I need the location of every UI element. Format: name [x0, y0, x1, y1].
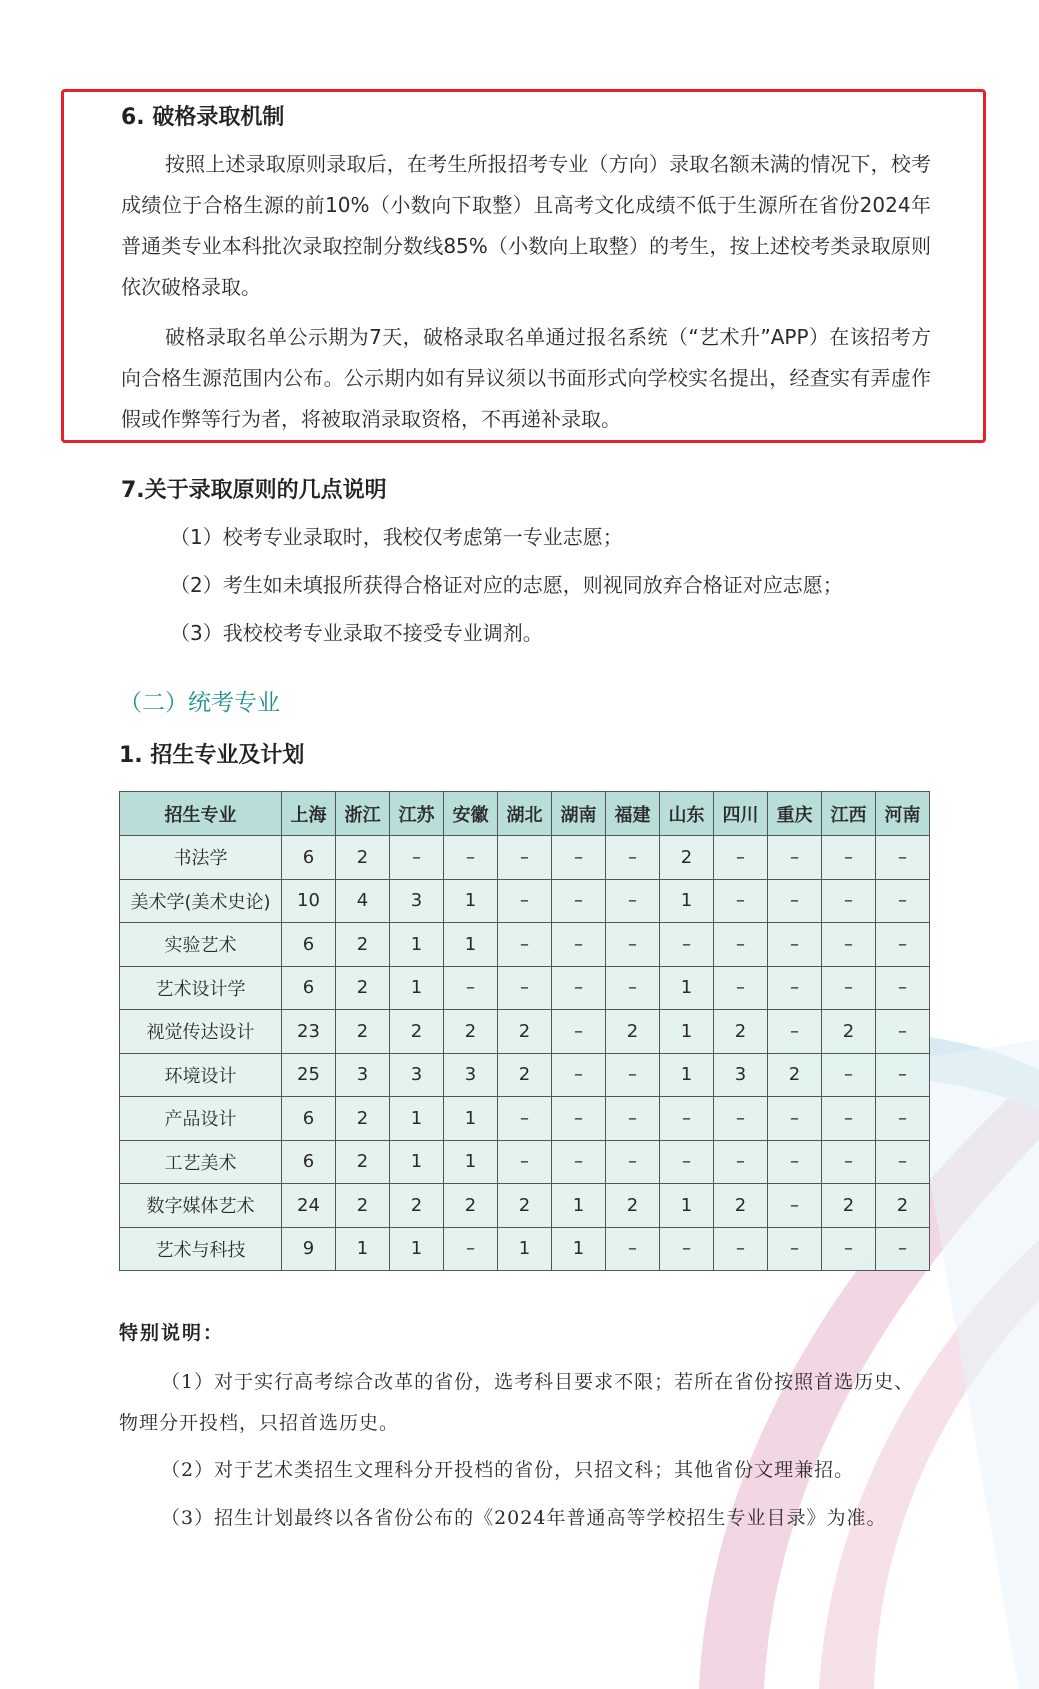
table-row — [120, 1184, 930, 1228]
quota-cell: – — [498, 1097, 552, 1141]
quota-cell: – — [660, 923, 714, 967]
quota-cell: – — [552, 1097, 606, 1141]
table-row — [120, 879, 930, 923]
quota-cell: – — [444, 836, 498, 880]
major-name-cell: 艺术设计学 — [120, 966, 282, 1010]
quota-cell: – — [498, 1140, 552, 1184]
section-7-heading: 7.关于录取原则的几点说明 — [121, 478, 387, 503]
quota-cell: – — [876, 879, 930, 923]
quota-cell: 23 — [282, 1010, 336, 1054]
quota-cell: – — [822, 966, 876, 1010]
quota-cell: 3 — [714, 1053, 768, 1097]
quota-cell: – — [606, 1053, 660, 1097]
quota-cell: 2 — [336, 1184, 390, 1228]
major-name-cell: 环境设计 — [120, 1053, 282, 1097]
quota-cell: 1 — [444, 1097, 498, 1141]
part-2-title: （二）统考专业 — [119, 690, 280, 716]
quota-cell: 1 — [390, 966, 444, 1010]
quota-cell: 4 — [336, 879, 390, 923]
quota-cell: 1 — [444, 923, 498, 967]
major-name-cell: 实验艺术 — [120, 923, 282, 967]
major-name-cell: 书法学 — [120, 836, 282, 880]
quota-cell: – — [606, 1227, 660, 1271]
quota-cell: 3 — [444, 1053, 498, 1097]
quota-cell: – — [768, 1010, 822, 1054]
quota-cell: 2 — [498, 1053, 552, 1097]
quota-cell: – — [714, 1140, 768, 1184]
quota-cell: – — [714, 879, 768, 923]
quota-cell: 1 — [552, 1227, 606, 1271]
quota-cell: 1 — [660, 1010, 714, 1054]
quota-cell: 2 — [336, 1010, 390, 1054]
quota-cell: 1 — [444, 879, 498, 923]
quota-cell: – — [606, 923, 660, 967]
quota-cell: 1 — [390, 1140, 444, 1184]
quota-cell: – — [660, 1227, 714, 1271]
quota-cell: – — [822, 879, 876, 923]
quota-cell: 6 — [282, 1097, 336, 1141]
table-row — [120, 1227, 930, 1271]
quota-cell: – — [660, 1097, 714, 1141]
table-header-cell: 上海 — [282, 792, 336, 836]
quota-cell: – — [822, 1097, 876, 1141]
quota-cell: – — [822, 1053, 876, 1097]
quota-cell: 1 — [390, 923, 444, 967]
quota-cell: – — [876, 1053, 930, 1097]
quota-cell: – — [822, 836, 876, 880]
major-name-cell: 美术学(美术史论) — [120, 879, 282, 923]
table-row — [120, 1010, 930, 1054]
quota-cell: – — [552, 1140, 606, 1184]
quota-cell: – — [768, 966, 822, 1010]
table-header-cell: 湖北 — [498, 792, 552, 836]
table-header-cell: 四川 — [714, 792, 768, 836]
quota-cell: 1 — [498, 1227, 552, 1271]
quota-cell: – — [768, 1184, 822, 1228]
special-note-2: （2）对于艺术类招生文理科分开投档的省份，只招文科；其他省份文理兼招。 — [161, 1459, 855, 1481]
quota-cell: – — [714, 836, 768, 880]
quota-cell: 9 — [282, 1227, 336, 1271]
quota-cell: – — [660, 1140, 714, 1184]
quota-cell: 1 — [390, 1097, 444, 1141]
quota-cell: 2 — [660, 836, 714, 880]
quota-cell: 1 — [444, 1140, 498, 1184]
quota-cell: 2 — [336, 966, 390, 1010]
quota-cell: – — [768, 1227, 822, 1271]
major-name-cell: 产品设计 — [120, 1097, 282, 1141]
quota-cell: – — [552, 966, 606, 1010]
quota-cell: 2 — [498, 1184, 552, 1228]
quota-cell: 2 — [822, 1184, 876, 1228]
table-header-row — [120, 792, 930, 836]
quota-cell: 2 — [390, 1010, 444, 1054]
quota-cell: 1 — [660, 966, 714, 1010]
section-6-paragraph-2: 破格录取名单公示期为7天，破格录取名单通过报名系统（“艺术升”APP）在该招考方向合格生源范围内公布。公示期内如有异议须以书面形式向学校实名提出，经查实有弄虚作假或作弊等行为者，将被取消录取资格，不再递补录取。 — [121, 325, 931, 431]
major-name-cell: 艺术与科技 — [120, 1227, 282, 1271]
quota-cell: – — [822, 1227, 876, 1271]
quota-cell: 2 — [822, 1010, 876, 1054]
section-6-paragraph-1: 按照上述录取原则录取后，在考生所报招考专业（方向）录取名额未满的情况下，校考成绩位于合格生源的前10%（小数向下取整）且高考文化成绩不低于生源所在省份2024年普通类专业本科批次录取控制分数线85%（小数向上取整）的考生，按上述校考类录取原则依次破格录取。 — [121, 152, 931, 299]
quota-cell: – — [714, 923, 768, 967]
table-row — [120, 1140, 930, 1184]
quota-cell: – — [606, 836, 660, 880]
quota-cell: 1 — [552, 1184, 606, 1228]
quota-cell: 2 — [336, 1097, 390, 1141]
section-7-item-1: （1）校考专业录取时，我校仅考虑第一专业志愿； — [170, 525, 623, 549]
table-body — [120, 836, 930, 1271]
quota-cell: – — [552, 1010, 606, 1054]
quota-cell: 2 — [336, 1140, 390, 1184]
quota-cell: – — [498, 879, 552, 923]
table-header-cell: 山东 — [660, 792, 714, 836]
quota-cell: – — [876, 966, 930, 1010]
table-header-cell: 浙江 — [336, 792, 390, 836]
quota-cell: – — [444, 1227, 498, 1271]
table-header-cell: 重庆 — [768, 792, 822, 836]
quota-cell: 6 — [282, 966, 336, 1010]
table-header-cell: 招生专业 — [120, 792, 282, 836]
quota-cell: 2 — [714, 1010, 768, 1054]
quota-cell: 2 — [606, 1010, 660, 1054]
special-notes-heading: 特别说明： — [119, 1322, 225, 1344]
quota-cell: 25 — [282, 1053, 336, 1097]
table-row — [120, 836, 930, 880]
quota-cell: – — [714, 966, 768, 1010]
quota-cell: 3 — [336, 1053, 390, 1097]
section-7-item-2: （2）考生如未填报所获得合格证对应的志愿，则视同放弃合格证对应志愿； — [170, 573, 843, 597]
quota-cell: 2 — [444, 1010, 498, 1054]
quota-cell: – — [444, 966, 498, 1010]
table-header-cell: 河南 — [876, 792, 930, 836]
quota-cell: 2 — [714, 1184, 768, 1228]
quota-cell: – — [606, 1140, 660, 1184]
quota-cell: – — [552, 879, 606, 923]
quota-cell: 2 — [390, 1184, 444, 1228]
quota-cell: – — [768, 1097, 822, 1141]
quota-cell: – — [876, 1227, 930, 1271]
quota-cell: – — [714, 1097, 768, 1141]
quota-cell: 2 — [336, 923, 390, 967]
quota-cell: 3 — [390, 1053, 444, 1097]
quota-cell: – — [768, 836, 822, 880]
quota-cell: 2 — [498, 1010, 552, 1054]
quota-cell: – — [552, 836, 606, 880]
table-row — [120, 966, 930, 1010]
quota-cell: 6 — [282, 836, 336, 880]
special-note-1: （1）对于实行高考综合改革的省份，选考科目要求不限；若所在省份按照首选历史、物理分开投档，只招首选历史。 — [119, 1371, 915, 1434]
quota-cell: 10 — [282, 879, 336, 923]
special-note-3: （3）招生计划最终以各省份公布的《2024年普通高等学校招生专业目录》为准。 — [161, 1507, 887, 1529]
quota-cell: – — [498, 966, 552, 1010]
major-name-cell: 工艺美术 — [120, 1140, 282, 1184]
quota-cell: 3 — [390, 879, 444, 923]
quota-cell: – — [498, 923, 552, 967]
quota-cell: – — [606, 1097, 660, 1141]
table-row — [120, 1053, 930, 1097]
quota-cell: – — [876, 1140, 930, 1184]
quota-cell: – — [876, 836, 930, 880]
quota-cell: – — [876, 1097, 930, 1141]
enrollment-plan-heading: 1. 招生专业及计划 — [119, 743, 305, 768]
quota-cell: – — [552, 923, 606, 967]
quota-cell: 2 — [606, 1184, 660, 1228]
table-header-cell: 安徽 — [444, 792, 498, 836]
table-header-cell: 江苏 — [390, 792, 444, 836]
quota-cell: – — [876, 1010, 930, 1054]
quota-cell: 2 — [336, 836, 390, 880]
quota-cell: 1 — [660, 1053, 714, 1097]
quota-cell: 24 — [282, 1184, 336, 1228]
quota-cell: – — [390, 836, 444, 880]
quota-cell: 2 — [768, 1053, 822, 1097]
quota-cell: – — [606, 966, 660, 1010]
quota-cell: 1 — [660, 1184, 714, 1228]
quota-cell: 1 — [390, 1227, 444, 1271]
table-header-cell: 湖南 — [552, 792, 606, 836]
quota-cell: – — [606, 879, 660, 923]
quota-cell: 2 — [444, 1184, 498, 1228]
table-row — [120, 1097, 930, 1141]
quota-cell: – — [876, 923, 930, 967]
quota-cell: – — [822, 1140, 876, 1184]
quota-cell: – — [768, 1140, 822, 1184]
section-6-heading: 6. 破格录取机制 — [121, 105, 285, 130]
major-name-cell: 视觉传达设计 — [120, 1010, 282, 1054]
section-7-item-3: （3）我校校考专业录取不接受专业调剂。 — [170, 621, 543, 645]
quota-cell: – — [714, 1227, 768, 1271]
quota-cell: 1 — [336, 1227, 390, 1271]
table-header-cell: 江西 — [822, 792, 876, 836]
quota-cell: 6 — [282, 1140, 336, 1184]
major-name-cell: 数字媒体艺术 — [120, 1184, 282, 1228]
enrollment-plan-table — [119, 791, 930, 1271]
table-row — [120, 923, 930, 967]
quota-cell: – — [498, 836, 552, 880]
table-header-cell: 福建 — [606, 792, 660, 836]
quota-cell: – — [768, 879, 822, 923]
quota-cell: 6 — [282, 923, 336, 967]
quota-cell: – — [768, 923, 822, 967]
quota-cell: – — [822, 923, 876, 967]
quota-cell: 1 — [660, 879, 714, 923]
quota-cell: – — [552, 1053, 606, 1097]
quota-cell: 2 — [876, 1184, 930, 1228]
